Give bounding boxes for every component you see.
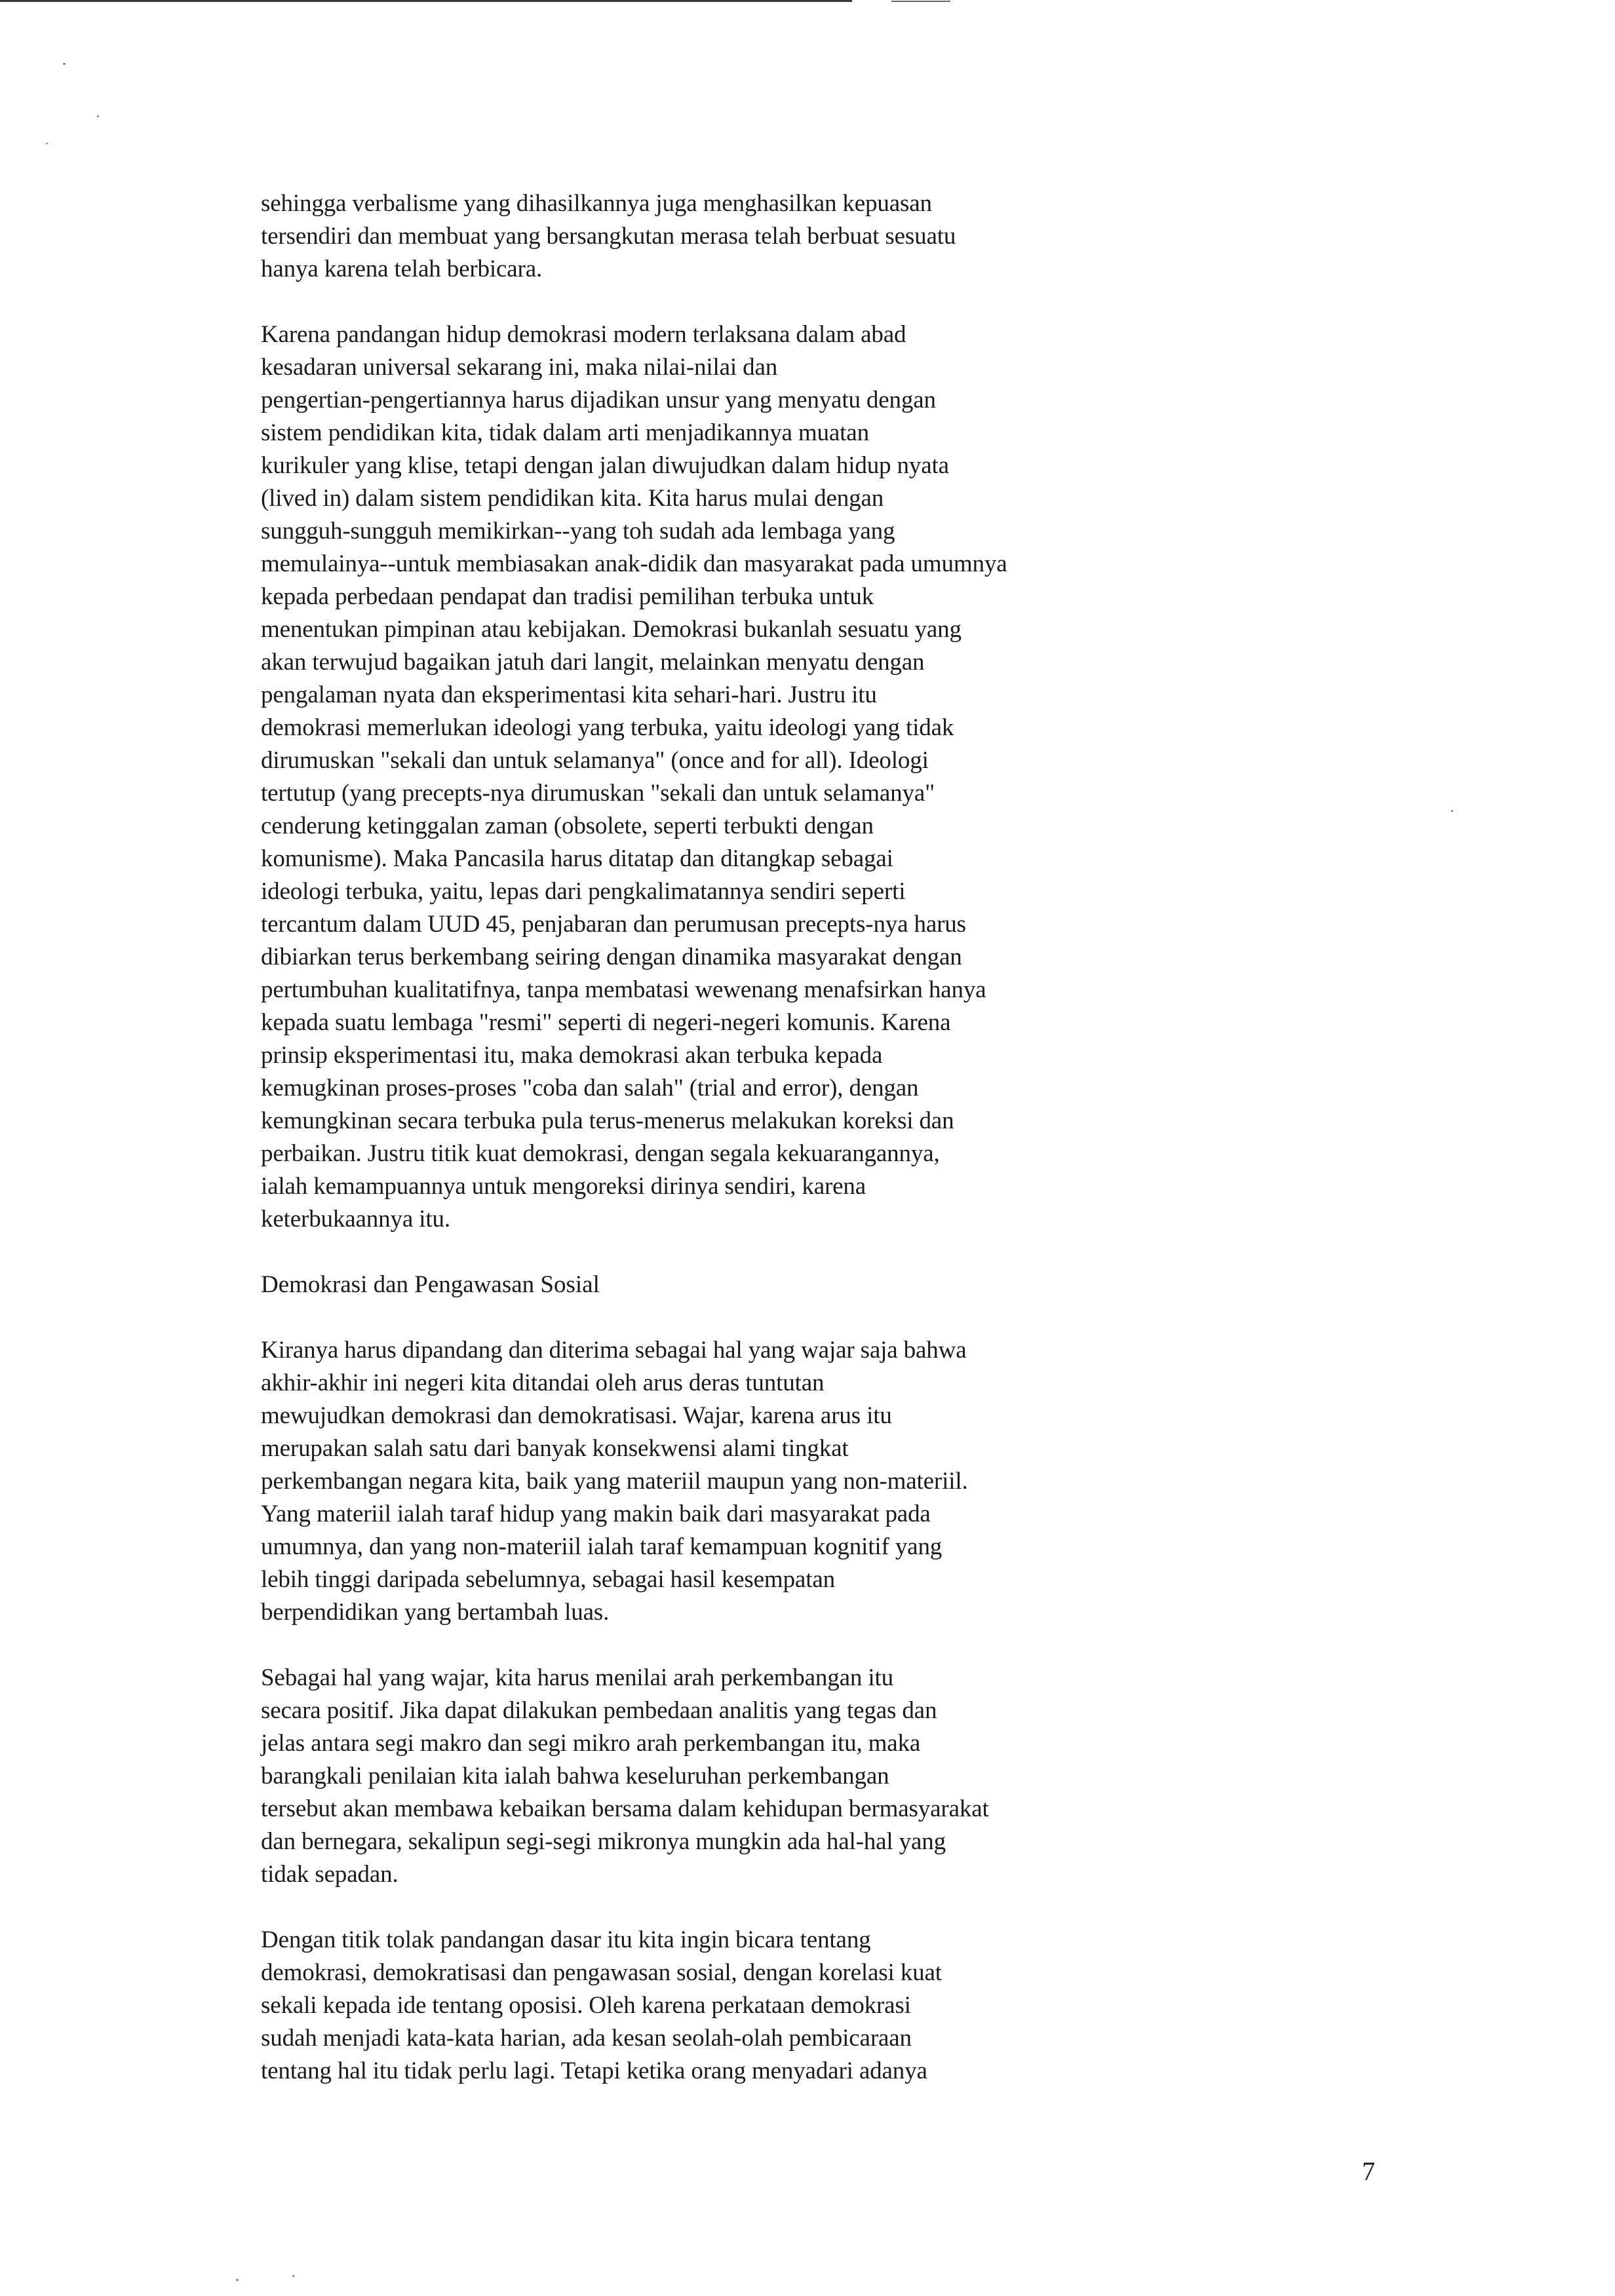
paragraph [261, 318, 1421, 1236]
text-line: pengalaman nyata dan eksperimentasi kita sehari-hari. Justru itu [261, 681, 877, 708]
text-line: akan terwujud bagaikan jatuh dari langit, melainkan menyatu dengan [261, 649, 925, 676]
text-line: dibiarkan terus berkembang seiring dengan dinamika masyarakat dengan [261, 944, 962, 970]
text-line: merupakan salah satu dari banyak konsekwensi alami tingkat [261, 1435, 849, 1462]
text-line: demokrasi memerlukan ideologi yang terbuka, yaitu ideologi yang tidak [261, 714, 954, 741]
text-line: Yang materiil ialah taraf hidup yang makin baik dari masyarakat pada [261, 1501, 931, 1527]
text-line: dirumuskan "sekali dan untuk selamanya" (once and for all). Ideologi [261, 747, 929, 774]
scan-speck [97, 115, 99, 117]
text-line: Dengan titik tolak pandangan dasar itu kita ingin bicara tentang [261, 1926, 871, 1953]
text-line: sungguh-sungguh memikirkan--yang toh sudah ada lembaga yang [261, 518, 895, 545]
text-line: umumnya, dan yang non-materiil ialah taraf kemampuan kognitif yang [261, 1533, 943, 1560]
text-line: pengertian-pengertiannya harus dijadikan unsur yang menyatu dengan [261, 387, 936, 413]
text-line: ideologi terbuka, yaitu, lepas dari pengkalimatannya sendiri seperti [261, 878, 906, 905]
text-line: ialah kemampuannya untuk mengoreksi dirinya sendiri, karena [261, 1173, 866, 1200]
text-line: akhir-akhir ini negeri kita ditandai oleh arus deras tuntutan [261, 1369, 825, 1396]
text-line: dan bernegara, sekalipun segi-segi mikronya mungkin ada hal-hal yang [261, 1828, 946, 1855]
text-line: mewujudkan demokrasi dan demokratisasi. Wajar, karena arus itu [261, 1402, 892, 1429]
text-line: sistem pendidikan kita, tidak dalam arti menjadikannya muatan [261, 419, 869, 446]
scan-speck [236, 2279, 239, 2281]
text-line: perbaikan. Justru titik kuat demokrasi, dengan segala kekuarangannya, [261, 1140, 940, 1167]
section-heading: Demokrasi dan Pengawasan Sosial [261, 1271, 600, 1298]
text-line: kepada perbedaan pendapat dan tradisi pemilihan terbuka untuk [261, 583, 874, 610]
text-line: berpendidikan yang bertambah luas. [261, 1599, 610, 1626]
scan-speck [46, 143, 48, 144]
scan-edge-line [0, 0, 852, 2]
scan-edge-line [891, 1, 950, 2]
text-line: cenderung ketinggalan zaman (obsolete, seperti terbukti dengan [261, 813, 874, 839]
text-line: tersebut akan membawa kebaikan bersama dalam kehidupan bermasyarakat [261, 1795, 989, 1822]
paragraph [261, 1924, 1421, 2088]
text-line: pertumbuhan kualitatifnya, tanpa membatasi wewenang menafsirkan hanya [261, 976, 986, 1003]
scan-speck [1451, 810, 1453, 812]
text-line: prinsip eksperimentasi itu, maka demokrasi akan terbuka kepada [261, 1042, 883, 1069]
text-line: sekali kepada ide tentang oposisi. Oleh karena perkataan demokrasi [261, 1992, 911, 2019]
text-line: sehingga verbalisme yang dihasilkannya juga menghasilkan kepuasan [261, 190, 932, 217]
text-line: komunisme). Maka Pancasila harus ditatap dan ditangkap sebagai [261, 845, 893, 872]
text-line: Karena pandangan hidup demokrasi modern terlaksana dalam abad [261, 321, 906, 348]
text-line: sudah menjadi kata-kata harian, ada kesan seolah-olah pembicaraan [261, 2025, 912, 2052]
text-line: lebih tinggi daripada sebelumnya, sebagai hasil kesempatan [261, 1566, 835, 1593]
text-line: jelas antara segi makro dan segi mikro arah perkembangan itu, maka [261, 1730, 921, 1757]
text-line: Kiranya harus dipandang dan diterima sebagai hal yang wajar saja bahwa [261, 1337, 967, 1364]
text-line: tentang hal itu tidak perlu lagi. Tetapi ketika orang menyadari adanya [261, 2057, 927, 2084]
text-line: barangkali penilaian kita ialah bahwa keseluruhan perkembangan [261, 1763, 889, 1789]
text-line: kurikuler yang klise, tetapi dengan jalan diwujudkan dalam hidup nyata [261, 452, 949, 479]
paragraph [261, 187, 1421, 286]
scan-speck [63, 63, 66, 65]
text-line: perkembangan negara kita, baik yang materiil maupun yang non-materiil. [261, 1468, 968, 1495]
scan-speck [292, 2275, 294, 2277]
text-line: demokrasi, demokratisasi dan pengawasan sosial, dengan korelasi kuat [261, 1959, 942, 1986]
text-line: kemugkinan proses-proses "coba dan salah" (trial and error), dengan [261, 1075, 919, 1101]
text-line: (lived in) dalam sistem pendidikan kita. Kita harus mulai dengan [261, 485, 884, 512]
text-line: kemungkinan secara terbuka pula terus-menerus melakukan koreksi dan [261, 1107, 954, 1134]
text-line: secara positif. Jika dapat dilakukan pembedaan analitis yang tegas dan [261, 1697, 937, 1724]
text-line: Sebagai hal yang wajar, kita harus menilai arah perkembangan itu [261, 1664, 893, 1691]
text-line: memulainya--untuk membiasakan anak-didik dan masyarakat pada umumnya [261, 550, 1007, 577]
text-line: tersendiri dan membuat yang bersangkutan merasa telah berbuat sesuatu [261, 223, 956, 250]
text-line: kesadaran universal sekarang ini, maka nilai-nilai dan [261, 354, 778, 381]
text-line: tertutup (yang precepts-nya dirumuskan "sekali dan untuk selamanya" [261, 780, 935, 807]
paragraph [261, 1334, 1421, 1629]
text-line: tidak sepadan. [261, 1861, 399, 1888]
paragraph [261, 1662, 1421, 1891]
text-line: tercantum dalam UUD 45, penjabaran dan perumusan precepts-nya harus [261, 911, 966, 938]
text-line: hanya karena telah berbicara. [261, 256, 543, 282]
document-body [261, 187, 1421, 2120]
text-line: kepada suatu lembaga "resmi" seperti di negeri-negeri komunis. Karena [261, 1009, 951, 1036]
text-line: menentukan pimpinan atau kebijakan. Demokrasi bukanlah sesuatu yang [261, 616, 962, 643]
text-line: keterbukaannya itu. [261, 1206, 450, 1233]
page-number: 7 [1362, 2156, 1375, 2186]
